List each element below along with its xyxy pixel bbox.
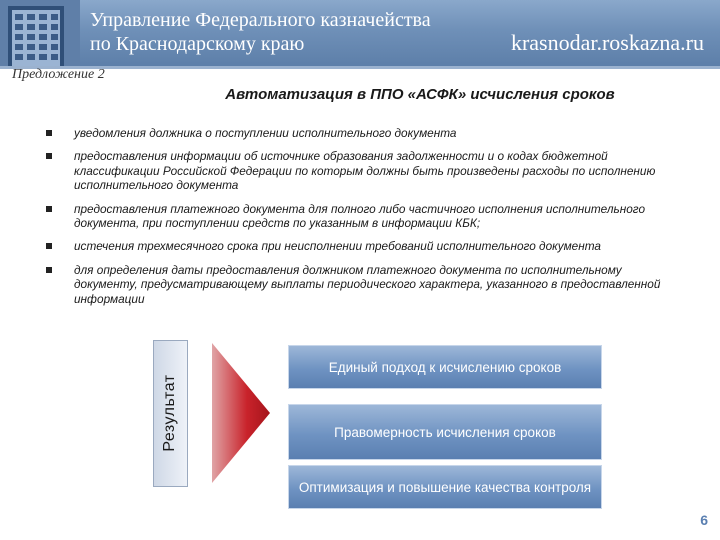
bullet-item [46, 239, 686, 253]
bullet-item [46, 202, 686, 231]
bullet-text: предоставления платежного документа для полного либо частичного исполнения исполнительного документа, при поступлении средств по указанным в информации КБК; [74, 201, 646, 231]
result-item-optimization [288, 465, 602, 509]
result-item-unified-approach [288, 345, 602, 389]
square-bullet-icon [46, 153, 52, 159]
bullet-item [46, 263, 686, 306]
result-item-text: Правомерность исчисления сроков [334, 424, 556, 440]
square-bullet-icon [46, 267, 52, 273]
red-arrow-icon [212, 343, 272, 483]
header-divider [0, 66, 720, 69]
bullet-text: истечения трехмесячного срока при неисполнении требований исполнительного документа [74, 239, 601, 254]
bullet-item [46, 149, 686, 192]
bullet-list [46, 126, 686, 315]
bullet-text: для определения даты предоставления должником платежного документа по исполнительному документу, предусматривающему выплаты периодического характера, указанного в предоставленной информации [74, 262, 661, 306]
org-name-line1: Управление Федерального казначейства [90, 9, 431, 31]
square-bullet-icon [46, 243, 52, 249]
result-item-text: Единый подход к исчислению сроков [328, 359, 562, 375]
square-bullet-icon [46, 206, 52, 212]
square-bullet-icon [46, 130, 52, 136]
proposal-label: Предложение 2 [12, 67, 105, 82]
building-logo-icon [0, 0, 80, 66]
slide-title-text: Автоматизация в ППО «АСФК» исчисления сроков [225, 86, 615, 103]
bullet-item [46, 126, 686, 140]
slide-title [0, 86, 720, 103]
result-label [152, 340, 188, 485]
result-item-text: Оптимизация и повышение качества контроля [298, 479, 592, 495]
organization-name [90, 8, 431, 56]
header-banner [0, 0, 720, 66]
page-number: 6 [700, 512, 708, 528]
bullet-text: предоставления информации об источнике образования задолженности и о кодах бюджетной классификации Российской Федерации по которым должны быть произведены расходы по исполнению исполнительного документа [74, 149, 656, 193]
org-name-line2: по Краснодарскому краю [90, 33, 305, 55]
result-item-legitimacy [288, 404, 602, 460]
site-url[interactable]: krasnodar.roskazna.ru [510, 30, 704, 55]
bullet-text: уведомления должника о поступлении исполнительного документа [74, 126, 457, 140]
result-label-text: Результат [161, 373, 178, 452]
